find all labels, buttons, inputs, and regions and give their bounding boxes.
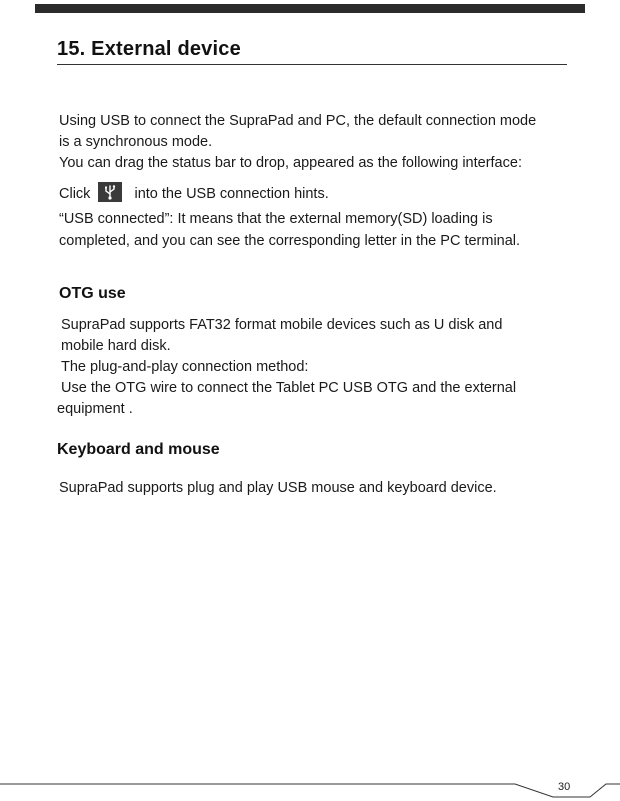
connected-line-1: “USB connected”: It means that the external memory(SD) loading is <box>59 211 493 227</box>
otg-line-2: mobile hard disk. <box>61 338 171 354</box>
otg-line-3: The plug-and-play connection method: <box>61 359 309 375</box>
intro-line-2: is a synchronous mode. <box>59 134 213 150</box>
click-instruction <box>59 182 329 204</box>
click-hint-text: into the USB connection hints. <box>134 186 329 202</box>
keyboard-heading: Keyboard and mouse <box>57 441 220 458</box>
otg-heading: OTG use <box>59 285 126 302</box>
page-number: 30 <box>558 781 571 793</box>
otg-line-5: equipment . <box>57 401 133 417</box>
otg-line-1: SupraPad supports FAT32 format mobile devices such as U disk and <box>61 317 503 333</box>
otg-line-4: Use the OTG wire to connect the Tablet PC USB OTG and the external <box>61 380 517 396</box>
usb-icon <box>98 182 122 202</box>
intro-line-3: You can drag the status bar to drop, appeared as the following interface: <box>59 155 522 171</box>
title-underline <box>57 64 567 65</box>
footer-rule <box>0 770 620 800</box>
page-title: 15. External device <box>57 38 241 60</box>
keyboard-line-1: SupraPad supports plug and play USB mouse and keyboard device. <box>59 480 497 496</box>
connected-line-2: completed, and you can see the corresponding letter in the PC terminal. <box>59 233 521 249</box>
top-decorative-bar <box>35 4 585 13</box>
intro-line-1: Using USB to connect the SupraPad and PC, the default connection mode <box>59 113 537 129</box>
click-label: Click <box>59 186 91 202</box>
